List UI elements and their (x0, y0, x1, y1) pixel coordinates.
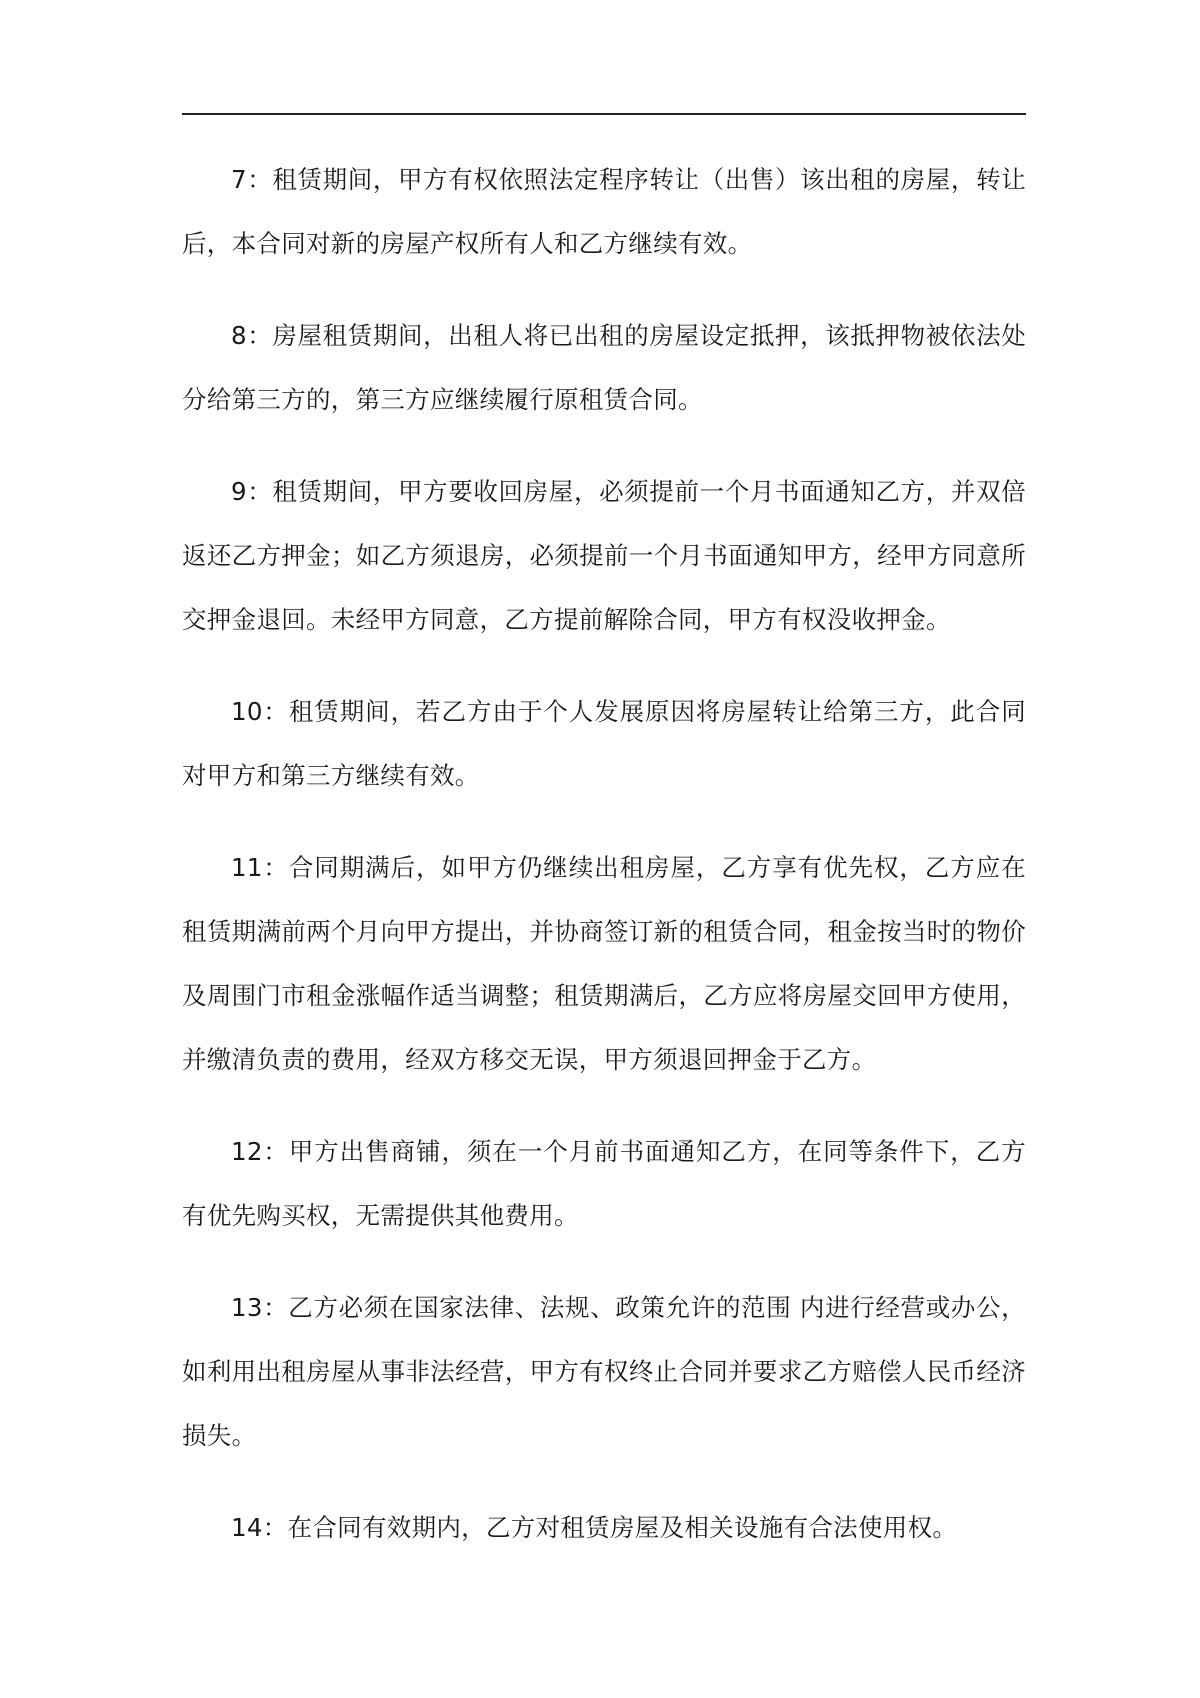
header-divider (182, 113, 1026, 115)
clause-9: 9：租赁期间，甲方要收回房屋，必须提前一个月书面通知乙方，并双倍返还乙方押金；如乙方须退房，必须提前一个月书面通知甲方，经甲方同意所交押金退回。未经甲方同意，乙方提前解除合同，甲方有权没收押金。 (182, 477, 1026, 634)
clause-10: 10：租赁期间，若乙方由于个人发展原因将房屋转让给第三方，此合同对甲方和第三方继续有效。 (182, 697, 1026, 790)
clause-12: 12：甲方出售商铺，须在一个月前书面通知乙方，在同等条件下，乙方有优先购买权，无需提供其他费用。 (182, 1137, 1026, 1230)
document-body (182, 148, 1026, 1588)
clause-13: 13：乙方必须在国家法律、法规、政策允许的范围 内进行经营或办公，如利用出租房屋从事非法经营，甲方有权终止合同并要求乙方赔偿人民币经济损失。 (182, 1293, 1026, 1450)
clause-7: 7：租赁期间，甲方有权依照法定程序转让（出售）该出租的房屋，转让后，本合同对新的房屋产权所有人和乙方继续有效。 (182, 165, 1026, 258)
clause-8: 8：房屋租赁期间，出租人将已出租的房屋设定抵押，该抵押物被依法处分给第三方的，第三方应继续履行原租赁合同。 (182, 321, 1026, 414)
clause-14: 14：在合同有效期内，乙方对租赁房屋及相关设施有合法使用权。 (231, 1513, 958, 1542)
clause-11: 11：合同期满后，如甲方仍继续出租房屋，乙方享有优先权，乙方应在租赁期满前两个月向甲方提出，并协商签订新的租赁合同，租金按当时的物价及周围门市租金涨幅作适当调整；租赁期满后，乙方应将房屋交回甲方使用，并缴清负责的费用，经双方移交无误，甲方须退回押金于乙方。 (182, 853, 1026, 1074)
